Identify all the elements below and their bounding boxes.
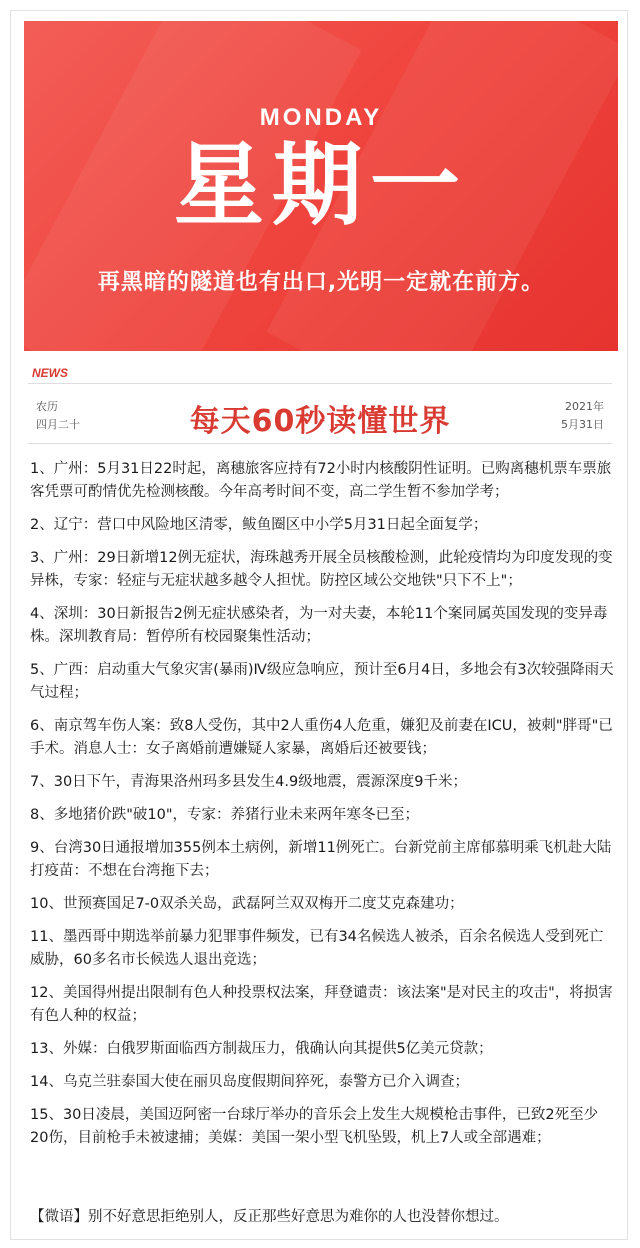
page-title: 每天60秒读懂世界 xyxy=(189,404,451,439)
news-item: 4、深圳：30日新报告2例无症状感染者，为一对夫妻，本轮11个案同属英国发现的变异毒株。深圳教育局：暂停所有校园聚集性活动； xyxy=(30,606,608,645)
lunar-value: 四月二十 xyxy=(36,418,80,431)
news-item: 2、辽宁：营口中风险地区清零，鲅鱼圈区中小学5月31日起全面复学； xyxy=(30,517,488,533)
news-item: 10、世预赛国足7-0双杀关岛，武磊阿兰双双梅开二度艾克森建功； xyxy=(30,896,464,912)
news-item: 15、30日凌晨，美国迈阿密一台球厅举办的音乐会上发生大规模枪击事件，已致2死至少20伤，目前枪手未被逮捕；美媒：美国一架小型飞机坠毁，机上7人或全部遇难； xyxy=(30,1107,599,1146)
lunar-label: 农历 xyxy=(36,400,58,413)
publish-date xyxy=(561,398,604,434)
news-item: 5、广西：启动重大气象灾害(暴雨)Ⅳ级应急响应，预计至6月4日，多地会有3次较强降雨天气过程； xyxy=(30,662,614,701)
publish-day: 5月31日 xyxy=(561,418,604,431)
daily-quote: 【微语】别不好意思拒绝别人，反正那些好意思为难你的人也没替你想过。 xyxy=(30,1209,509,1225)
news-item: 6、南京驾车伤人案：致8人受伤，其中2人重伤4人危重，嫌犯及前妻在ICU，被刺"胖哥"已手术。消息人士：女子离婚前遭嫌疑人家暴，离婚后还被要钱； xyxy=(30,718,613,757)
news-item: 11、墨西哥中期选举前暴力犯罪事件频发，已有34名候选人被杀，百余名候选人受到死亡威胁，60多名市长候选人退出竞选； xyxy=(30,929,604,968)
news-item: 12、美国得州提出限制有色人种投票权法案，拜登谴责：该法案"是对民主的攻击"，将损害有色人种的权益； xyxy=(30,985,613,1024)
news-item: 7、30日下午，青海果洛州玛多县发生4.9级地震，震源深度9千米； xyxy=(30,774,467,790)
publish-year: 2021年 xyxy=(565,400,604,413)
news-item: 13、外媒：白俄罗斯面临西方制裁压力，俄确认向其提供5亿美元贷款； xyxy=(30,1041,493,1057)
news-item: 9、台湾30日通报增加355例本土病例，新增11例死亡。台新党前主席郁慕明乘飞机赴大陆打疫苗：不想在台湾拖下去； xyxy=(30,840,612,879)
banner-motto: 再黑暗的隧道也有出口,光明一定就在前方。 xyxy=(97,270,545,295)
news-list xyxy=(30,458,614,1160)
weekday-banner xyxy=(24,21,618,351)
news-item: 1、广州：5月31日22时起，离穗旅客应持有72小时内核酸阴性证明。已购离穗机票车票旅客凭票可酌情优先检测核酸。今年高考时间不变，高二学生暂不参加学考； xyxy=(30,461,612,500)
news-item: 8、多地猪价跌"破10"，专家：养猪行业未来两年寒冬已至； xyxy=(30,807,420,823)
weekday-english: MONDAY xyxy=(259,104,383,131)
divider-bottom xyxy=(28,443,612,444)
news-item: 14、乌克兰驻泰国大使在丽贝岛度假期间猝死，泰警方已介入调查； xyxy=(30,1074,469,1090)
divider-top xyxy=(28,383,612,384)
weekday-chinese: 星期一 xyxy=(174,133,468,238)
news-item: 3、广州：29日新增12例无症状，海珠越秀开展全员核酸检测，此轮疫情均为印度发现的变异株，专家：轻症与无症状越多越令人担忧。防控区域公交地铁"只下不上"； xyxy=(30,550,613,589)
news-tag: NEWS xyxy=(32,366,68,380)
